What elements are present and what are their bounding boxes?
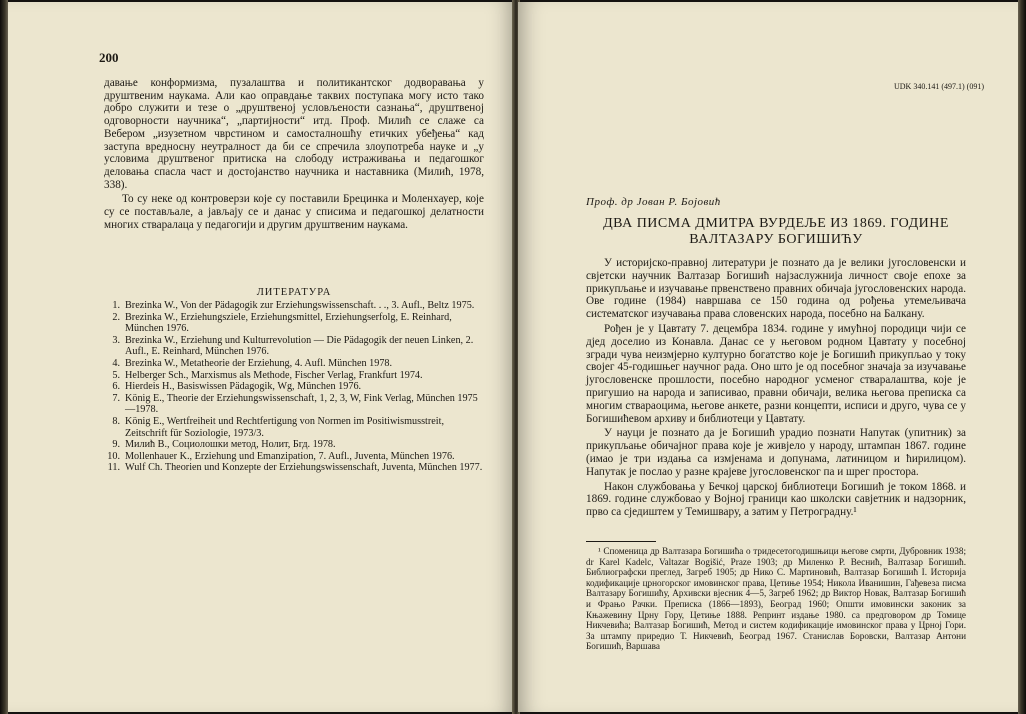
reference-item [104, 358, 484, 370]
reference-text: König E., Theorie der Erziehungswissenschaft, 1, 2, 3, W, Fink Verlag, München 1975—1978. [125, 392, 478, 416]
reference-text: Brezinka W., Erziehung und Kulturrevolution — Die Pädagogik der neuen Linken, 2. Aufl., E. Reinhard, München 1976. [125, 334, 474, 358]
reference-text: Hierdeis H., Basiswissen Pädagogik, Wg, München 1976. [125, 381, 362, 393]
literature-heading: ЛИТЕРАТУРА [256, 287, 332, 298]
right-body-text [586, 257, 966, 521]
page-number: 200 [99, 50, 119, 65]
article-title: ДВА ПИСМА ДМИТРА ВУРДЕЉЕ ИЗ 1869. ГОДИНЕ ВАЛТАЗАРУ БОГИШИЋУ [603, 216, 949, 247]
right-paragraph: Рођен је у Цавтату 7. децембра 1834. године у имућној породици чији се дјед доселио из Конавла. Данас се у његовом родном Цавтату у посебној згради чува неизмјерно културно богатство које је Богишић прикупљао у току својег 45-годишњег научног рада. Оно што је од посебног значаја за изучавање југословенске прошлости, посебно народног усменог стваралаштва, које је пригушио на народа и записивао, правни обичаји, велика његова преписка са многим ствараоцима, његове анкете, разни концепти, исписи и друго, чува се у Богишићевом архиву и библиотеци у Цавтату. [586, 322, 966, 425]
reference-text: Brezinka W., Erziehungsziele, Erziehungsmittel, Erziehungserfolg, E. Reinhard, München 1976. [125, 311, 452, 335]
reference-text: König E., Wertfreiheit und Rechtfertigung von Normen im Positiwismusstreit, Zeitschrift für Soziologie, 1973/3. [125, 415, 445, 439]
reference-item [104, 370, 484, 382]
reference-number: 10. [107, 450, 120, 462]
right-paragraph: У науци је познато да је Богишић урадио познати Напутак (упитник) за прикупљање обичајног права које је живјело у народу, штампан 1867. године (имао је три издања са измјенама и допунама, латиницом и ћирилицом). Напутак је послао у разне крајеве југословенског па и шрег простора. [586, 427, 966, 478]
left-paragraph: То су неке од контроверзи које су поставили Брецинка и Моленхауер, које су се постављале, а јављају се и данас у списима и педагошкој делатности многих стваралаца у педагогији и другим друштвеним наукама. [104, 193, 484, 231]
reference-item [104, 381, 484, 393]
reference-text: Wulf Ch. Theorien und Konzepte der Erziehungswissenschaft, Juventa, München 1977. [125, 462, 483, 474]
left-paragraph: давање конформизма, пузалаштва и политикантског додворавања у друштвеним наукама. Али као оправдање таквих поступака могу исто тако добро служити и тезе о „друштвеној условљености сазнања“, друштвеној одговорности научника“, „партијности“ итд. Проф. Милић се слаже са Вебером „изузетном чврстином и самосталношћу етичких убеђења“ кад заступа вредносну неутралност да би се спречила злоупотреба науке и „у условима друштвеног притиска на слободу истраживања и педагошког деловања спасла част и достојанство научника и наставника (Милић, 1978, 338). [104, 77, 484, 191]
footnote-rule [586, 541, 656, 542]
reference-number: 1. [112, 300, 120, 311]
reference-text: Mollenhauer K., Erziehung und Emanzipation, 7. Aufl., Juventa, München 1976. [125, 450, 455, 462]
reference-item [104, 416, 484, 439]
reference-item [104, 300, 484, 312]
reference-number: 6. [112, 381, 120, 393]
left-body-text [104, 77, 484, 233]
reference-number: 5. [112, 369, 120, 381]
right-paragraph: У историјско-правној литератури је познато да је велики југословенски и свјетски научник Валтазар Богишић најзаслужнија личност своје епохе за прикупљање и изучавање првенствено правних обичаја југословенских народа. Ове године (1984) навршава се 150 година од рођења утемељивача систематског изучавања права словенских народа, посебно на Балкану. [586, 257, 966, 321]
footnote: ¹ Споменица др Валтазара Богишића о тридесетогодишњици његове смрти, Дубровник 1938; dr Karel Kadelc, Valtazar Bogišić, Praze 1903; др Миленко Р. Веснић, Валтазар Богишић. Библиографски преглед, Загреб 1905; др Нико С. Мартиновић, Валтазар Богишић I. Историја кодификације црногорског имовинског права, Цетиње 1954; Никола Иванишин, Гађевеза писма Валтазару Богишићу, Архивски вјесник 4—5, Загреб 1962; др Виктор Новак, Валтазар Богишић и Фрањо Рачки. Преписка (1866—1893), Београд 1960; Општи имовински законик за Књажевину Црну Гору, Цетиње 1888. Репринт издање 1980. са предговором др Томице Никчевића; Валтазар Богишић, Метод и систем кодификације имовинског права у Црној Гори. За штампу приредио Т. Никчевић, Београд 1967. Станислав Боровски, Валтазар Антони Богишић, Варшава [586, 546, 966, 652]
reference-item [104, 451, 484, 463]
reference-item [104, 312, 484, 335]
reference-text: Brezinka W., Von der Pädagogik zur Erziehungswissenschaft. . ., 3. Aufl., Beltz 1975. [125, 300, 475, 311]
udk-code: UDK 340.141 (497.1) (091) [894, 82, 984, 91]
reference-list [104, 300, 484, 474]
reference-text: Helberger Sch., Marxismus als Methode, Fischer Verlag, Frankfurt 1974. [125, 369, 423, 381]
reference-item [104, 462, 484, 474]
reference-item [104, 393, 484, 416]
reference-text: Brezinka W., Metatheorie der Erziehung, 4. Aufl. München 1978. [125, 357, 393, 369]
reference-item [104, 439, 484, 451]
reference-item [104, 335, 484, 358]
article-author: Проф. др Јован Р. Бојовић [586, 196, 721, 208]
book-edge-right [1018, 0, 1026, 714]
reference-number: 8. [112, 415, 120, 427]
reference-number: 2. [112, 311, 120, 323]
reference-number: 9. [112, 439, 120, 451]
reference-number: 7. [112, 392, 120, 404]
reference-text: Милић В., Социолошки метод, Нолит, Бгд. 1978. [125, 439, 336, 451]
book-edge-left [0, 0, 8, 714]
reference-number: 11. [107, 462, 120, 474]
right-paragraph: Након службовања у Бечкој царској библиотеци Богишић је током 1868. и 1869. године службовао у Војној граници као школски савјетник и надзорник, прво са сједиштем у Темишвару, а затим у Петроградну.¹ [586, 480, 966, 519]
reference-number: 4. [112, 357, 120, 369]
reference-number: 3. [112, 334, 120, 346]
